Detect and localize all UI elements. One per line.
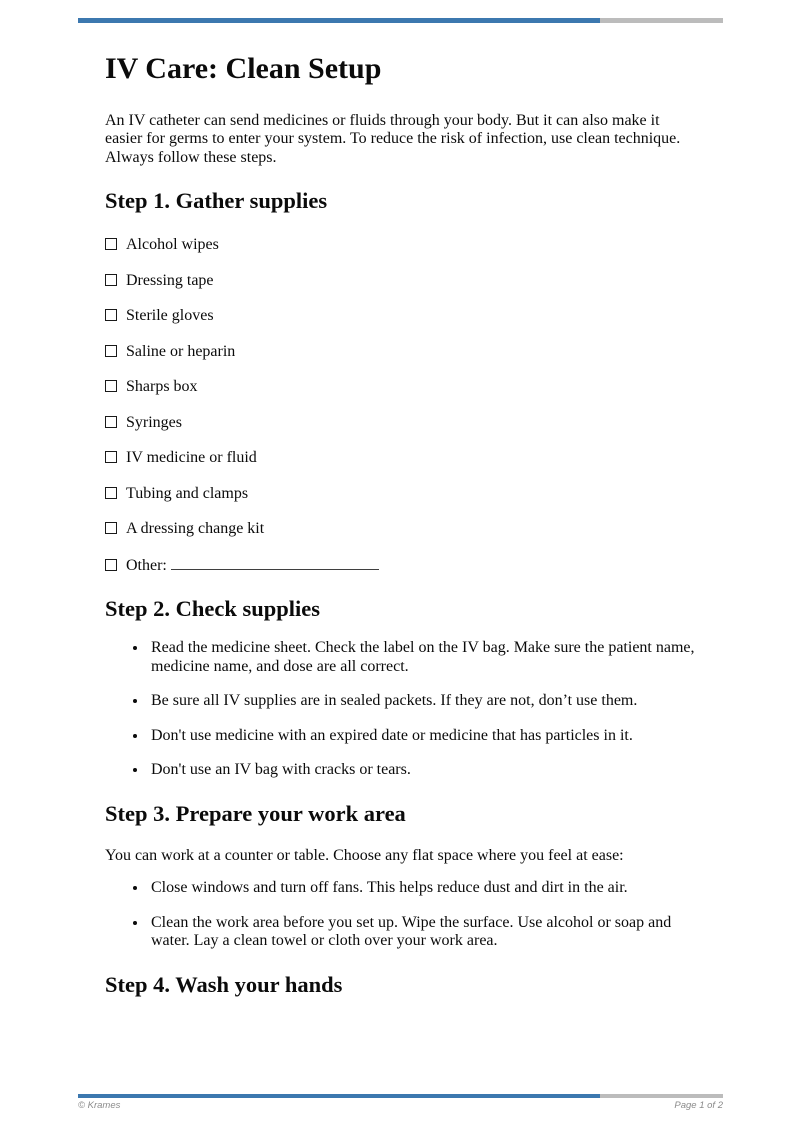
step3-heading: Step 3. Prepare your work area [105, 800, 406, 826]
checklist-item [105, 449, 695, 468]
checklist-item [105, 485, 695, 504]
list-item: • Be sure all IV supplies are in sealed packets. If they are not, don’t use them. [148, 692, 695, 711]
checklist-item-label: A dressing change kit [126, 520, 265, 537]
checklist-item-label: Sharps box [126, 378, 198, 395]
copyright-text: © Krames [78, 1100, 121, 1111]
checklist-item-other [105, 556, 695, 576]
list-item: • Read the medicine sheet. Check the label on the IV bag. Make sure the patient name, medicine name, and dose are all correct. [148, 639, 695, 676]
checklist-item-label: Tubing and clamps [126, 484, 249, 502]
step2-heading: Step 2. Check supplies [105, 596, 321, 621]
page-number: Page 1 of 2 [674, 1100, 723, 1111]
checklist-item [105, 272, 695, 291]
checkbox-icon [105, 416, 117, 428]
checklist-item [105, 520, 695, 539]
step3-intro-paragraph: You can work at a counter or table. Choose any flat space where you feel at ease: [105, 846, 624, 864]
checklist-item-label: Dressing tape [126, 271, 214, 289]
supplies-checklist [105, 236, 695, 575]
checkbox-icon [105, 345, 117, 357]
checkbox-icon [105, 487, 117, 499]
checklist-item [105, 343, 695, 362]
checklist-item-label: Alcohol wipes [126, 236, 219, 253]
step4-heading: Step 4. Wash your hands [105, 971, 343, 997]
checkbox-icon [105, 274, 117, 286]
checkbox-icon [105, 309, 117, 321]
checklist-item [105, 378, 695, 397]
list-item: • Don't use medicine with an expired date or medicine that has particles in it. [148, 727, 695, 746]
list-item: • Close windows and turn off fans. This helps reduce dust and dirt in the air. [148, 879, 695, 898]
checklist-item [105, 236, 695, 255]
step1-heading: Step 1. Gather supplies [105, 188, 328, 213]
checklist-item-label: IV medicine or fluid [126, 449, 257, 466]
intro-paragraph: An IV catheter can send medicines or fluids through your body. But it can also make it easier for germs to enter your system. To reduce the risk of infection, use clean technique. Always follow these steps. [105, 111, 681, 166]
checkbox-icon [105, 559, 117, 571]
page-title: IV Care: Clean Setup [105, 52, 382, 85]
checklist-item [105, 414, 695, 433]
checkbox-icon [105, 380, 117, 392]
checklist-item-label: Saline or heparin [126, 342, 236, 360]
list-item: • Don't use an IV bag with cracks or tears. [148, 761, 695, 780]
checkbox-icon [105, 451, 117, 463]
checklist-item [105, 307, 695, 326]
checkbox-icon [105, 238, 117, 250]
list-item: • Clean the work area before you set up. Wipe the surface. Use alcohol or soap and water. Lay a clean towel or cloth over your work area. [148, 914, 695, 951]
footer [78, 1100, 723, 1111]
prepare-area-list [105, 879, 695, 951]
checkbox-icon [105, 522, 117, 534]
fill-in-blank-line [171, 556, 379, 570]
checklist-item-label: Syringes [126, 413, 182, 431]
check-supplies-list [105, 639, 695, 780]
footer-accent-bar [78, 1094, 723, 1098]
checklist-item-label: Other: [126, 556, 167, 574]
footer-accent-bar-blue [78, 1094, 600, 1098]
checklist-item-label: Sterile gloves [126, 307, 214, 324]
